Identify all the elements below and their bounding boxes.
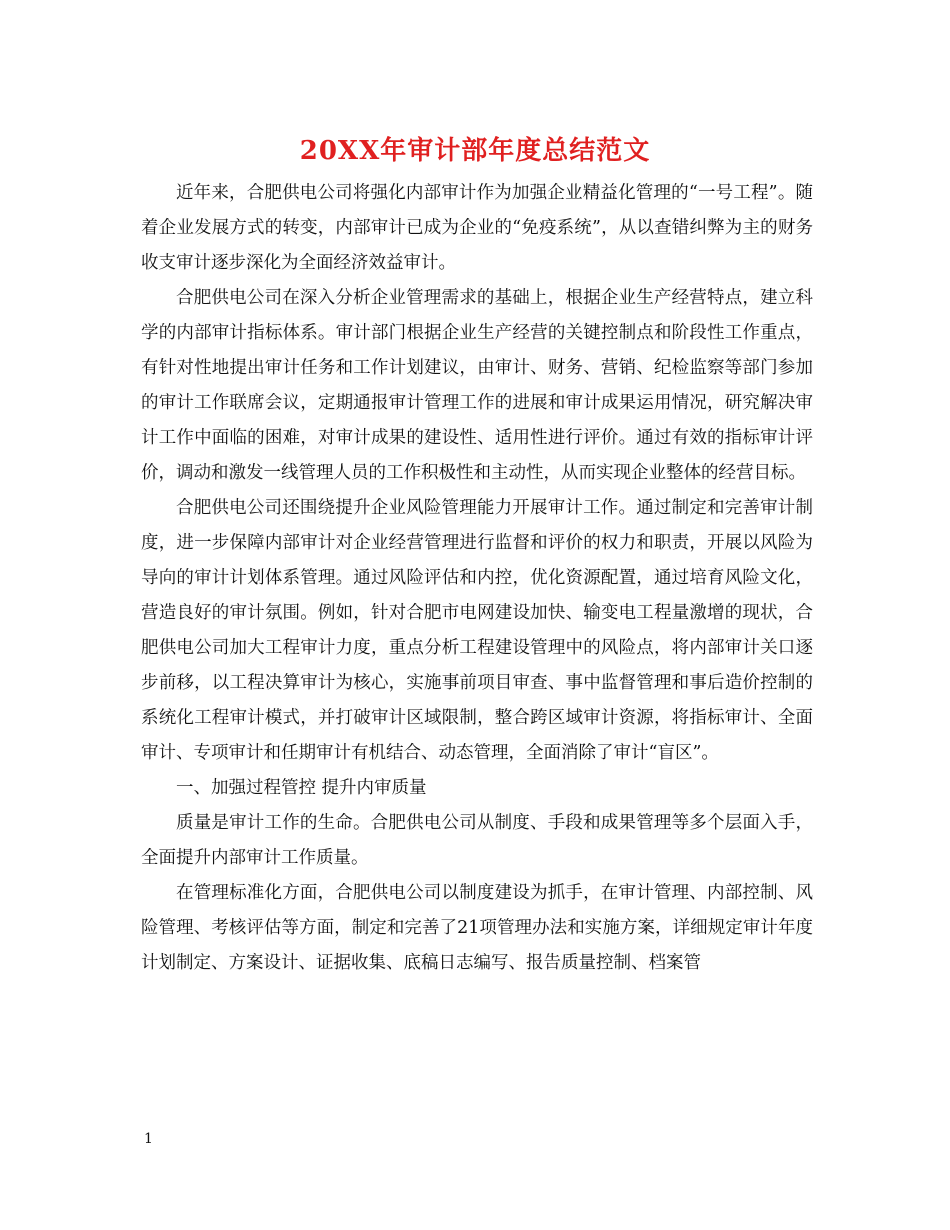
paragraph-2: 合肥供电公司在深入分析企业管理需求的基础上，根据企业生产经营特点，建立科学的内部审计指标体系。审计部门根据企业生产经营的关键控制点和阶段性工作重点，有针对性地提出审计任务和工作计划建议，由审计、财务、营销、纪检监察等部门参加的审计工作联席会议，定期通报审计管理工作的进展和审计成果运用情况，研究解决审计工作中面临的困难，对审计成果的建设性、适用性进行评价。通过有效的指标审计评价，调动和激发一线管理人员的工作积极性和主动性，从而实现企业整体的经营目标。 [141,288,813,483]
paragraph-4: 质量是审计工作的生命。合肥供电公司从制度、手段和成果管理等多个层面入手，全面提升内部审计工作质量。 [141,813,813,868]
paragraph-5: 在管理标准化方面，合肥供电公司以制度建设为抓手，在审计管理、内部控制、风险管理、考核评估等方面，制定和完善了21项管理办法和实施方案，详细规定审计年度计划制定、方案设计、证据收集、底稿日志编写、报告质量控制、档案管 [141,883,813,973]
document-body [141,176,813,981]
document-title: 20XX年审计部年度总结范文 [299,136,651,166]
page-number: 1 [144,1131,153,1147]
paragraph-3: 合肥供电公司还围绕提升企业风险管理能力开展审计工作。通过制定和完善审计制度，进一步保障内部审计对企业经营管理进行监督和评价的权力和职责，开展以风险为导向的审计计划体系管理。通过风险评估和内控，优化资源配置，通过培育风险文化，营造良好的审计氛围。例如，针对合肥市电网建设加快、输变电工程量激增的现状，合肥供电公司加大工程审计力度，重点分析工程建设管理中的风险点，将内部审计关口逐步前移，以工程决算审计为核心，实施事前项目审查、事中监督管理和事后造价控制的系统化工程审计模式，并打破审计区域限制，整合跨区域审计资源，将指标审计、全面审计、专项审计和任期审计有机结合、动态管理，全面消除了审计“盲区”。 [141,498,813,763]
section-heading-1: 一、加强过程管控 提升内审质量 [176,778,427,798]
paragraph-1: 近年来，合肥供电公司将强化内部审计作为加强企业精益化管理的“一号工程”。随着企业发展方式的转变，内部审计已成为企业的“免疫系统”，从以查错纠弊为主的财务收支审计逐步深化为全面经济效益审计。 [141,183,813,273]
